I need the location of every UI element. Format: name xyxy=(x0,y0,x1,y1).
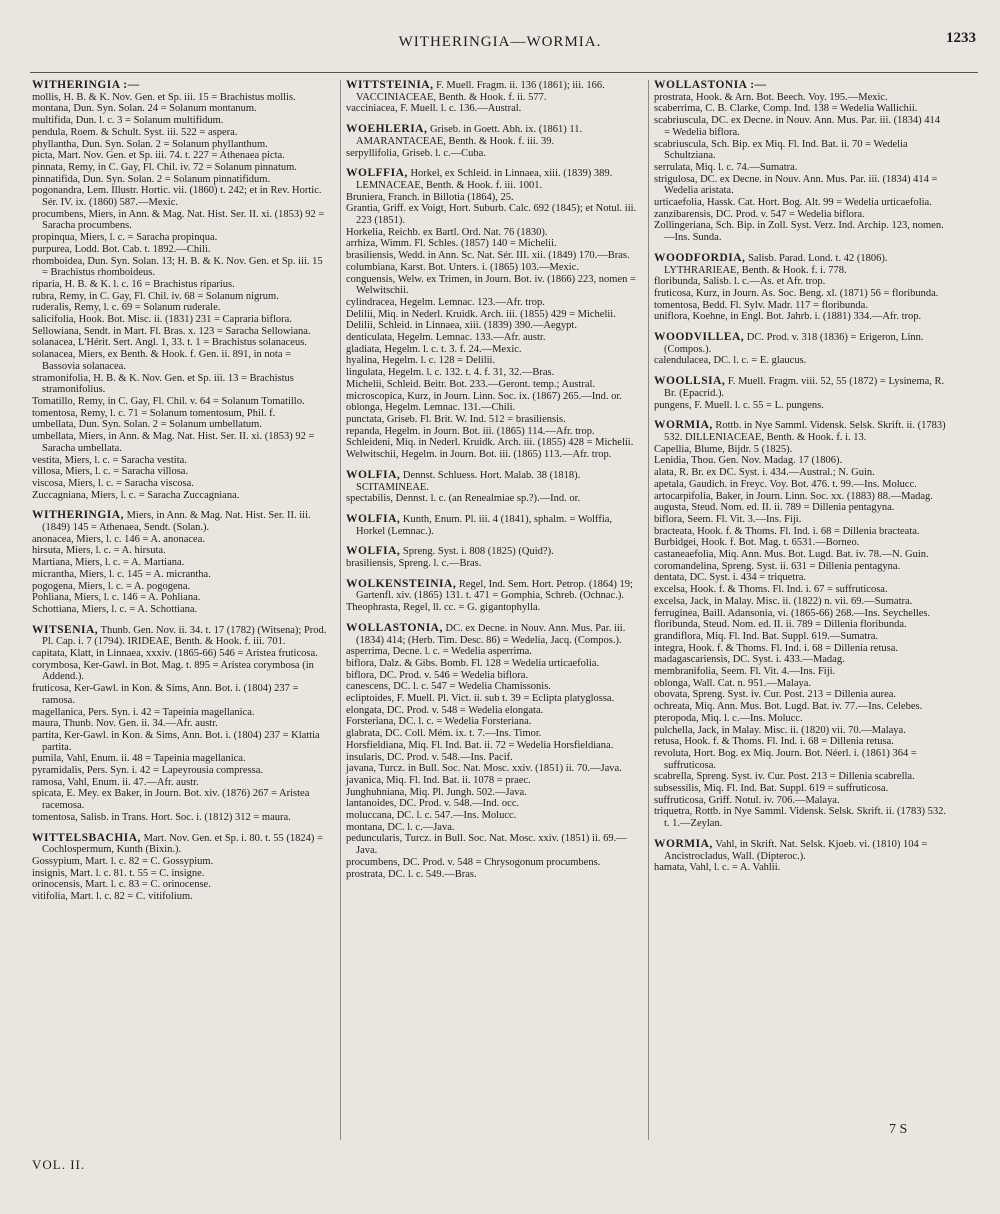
page-number: 1233 xyxy=(946,30,976,46)
species-entry: procumbens, DC. Prod. v. 548 = Chrysogonum procumbens. xyxy=(346,856,601,868)
genus-citation: F. Muell. Fragm. ii. 136 (1861); iii. 166. VACCINIACEAE, Benth. & Hook. f. ii. 577. xyxy=(356,80,605,103)
species-entry: pogogena, Miers, l. c. = A. pogogena. xyxy=(32,580,191,592)
species-entry: microscopica, Kurz, in Journ. Linn. Soc. ix. (1867) 265.—Ind. or. xyxy=(346,390,622,402)
species-entry: insignis, Mart. l. c. 81. t. 55 = C. insigne. xyxy=(32,867,205,879)
species-entry: maura, Thunb. Nov. Gen. ii. 34.—Afr. austr. xyxy=(32,718,218,730)
species-entry: procumbens, Miers, in Ann. & Mag. Nat. Hist. Ser. II. xi. (1853) 92 = Saracha procumbens. xyxy=(32,208,325,232)
genus-citation: Griseb. in Goett. Abh. ix. (1861) 11. AMARANTACEAE, Benth. & Hook. f. iii. 39. xyxy=(356,124,583,147)
species-entry: dentata, DC. Syst. i. 434 = triquetra. xyxy=(654,572,807,584)
species-entry: spicata, E. Mey. ex Baker, in Journ. Bot. xiv. (1876) 267 = Aristea racemosa. xyxy=(32,788,310,812)
genus-name: WITTSTEINIA, xyxy=(346,79,434,91)
genus-name: WOLFIA, xyxy=(346,512,401,525)
genus-name: WORMIA, xyxy=(654,837,713,850)
genus-name: WITSENIA, xyxy=(32,623,99,636)
species-entry: lingulata, Hegelm. l. c. 132. t. 4. f. 31, 32.—Bras. xyxy=(346,367,555,379)
genus-entry xyxy=(654,332,947,355)
genus-name: WOLFFIA, xyxy=(346,167,408,180)
species-entry: cylindracea, Hegelm. Lemnac. 123.—Afr. trop. xyxy=(346,296,545,308)
species-entry: suffruticosa, Griff. Notul. iv. 706.—Malaya. xyxy=(654,794,840,806)
species-entry: repanda, Hegelm. in Journ. Bot. iii. (1865) 114.—Afr. trop. xyxy=(346,425,595,437)
species-entry: solanacea, Miers, ex Benth. & Hook. f. Gen. ii. 891, in nota = Bassovia solanacea. xyxy=(32,349,292,372)
genus-citation: F. Muell. Fragm. viii. 52, 55 (1872) = Lysinema, R. Br. (Epacrid.). xyxy=(664,376,945,399)
genus-entry xyxy=(654,420,947,443)
genus-citation: Kunth, Enum. Pl. iii. 4 (1841), sphalm. = Wolffia, Horkel (Lemnac.). xyxy=(356,513,613,537)
genus-name: WORMIA, xyxy=(654,419,713,432)
species-entry: asperrima, Decne. l. c. = Wedelia asperrima. xyxy=(346,646,532,658)
species-entry: pyramidalis, Pers. Syn. i. 42 = Lapeyrousia compressa. xyxy=(32,765,264,777)
species-entry: micrantha, Miers, l. c. 145 = A. micrantha. xyxy=(32,568,211,580)
species-entry: tomentosa, Bedd. Fl. Sylv. Madr. 117 = floribunda. xyxy=(654,299,868,311)
species-entry: arrhiza, Wimm. Fl. Schles. (1857) 140 = Michelii. xyxy=(346,238,557,250)
species-entry: Burbidgei, Hook. f. Bot. Mag. t. 6531.—Borneo. xyxy=(654,537,860,549)
species-entry: mollis, H. B. & K. Nov. Gen. et Sp. iii. 15 = Brachistus mollis. xyxy=(32,91,296,103)
species-entry: javana, Turcz. in Bull. Soc. Nat. Mosc. xxiv. (1851) ii. 70.—Java. xyxy=(346,763,622,775)
species-entry: alata, R. Br. ex DC. Syst. i. 434.—Austral.; N. Guin. xyxy=(654,467,875,479)
species-entry: Martiana, Miers, l. c. = A. Martiana. xyxy=(32,557,185,569)
species-entry: purpurea, Lodd. Bot. Cab. t. 1892.—Chili. xyxy=(32,243,211,255)
species-entry: gladiata, Hegelm. l. c. t. 3. f. 24.—Mexic. xyxy=(346,343,522,355)
species-entry: Horsfieldiana, Miq. Fl. Ind. Bat. ii. 72 = Wedelia Horsfieldiana. xyxy=(346,739,614,751)
species-entry: villosa, Miers, l. c. = Saracha villosa. xyxy=(32,466,189,478)
species-entry: stramonifolia, H. B. & K. Nov. Gen. et Sp. iii. 13 = Brachistus stramonifolius. xyxy=(32,372,294,396)
species-entry: fruticosa, Ker-Gawl. in Kon. & Sims, Ann. Bot. i. (1804) 237 = ramosa. xyxy=(32,683,299,706)
genus-citation: Vahl, in Skrift. Nat. Selsk. Kjoeb. vi. (1810) 104 = Ancistrocladus, Wall. (Dipteroc.). xyxy=(664,838,928,862)
species-entry: viscosa, Miers, l. c. = Saracha viscosa. xyxy=(32,477,194,489)
genus-name: WOLFIA, xyxy=(346,545,401,558)
species-entry: Tomatillo, Remy, in C. Gay, Fl. Chil. v. 64 = Solanum Tomatillo. xyxy=(32,395,305,407)
species-entry: conguensis, Welw. ex Trimen, in Journ. Bot. iv. (1866) 223, nomen = Welwitschii. xyxy=(346,273,636,297)
species-entry: artocarpifolia, Baker, in Journ. Linn. Soc. xx. (1883) 88.—Madag. xyxy=(654,490,933,502)
species-entry: ramosa, Vahl, Enum. ii. 47.—Afr. austr. xyxy=(32,776,199,788)
genus-name: WOLKENSTEINIA, xyxy=(346,577,457,590)
species-entry: Michelii, Schleid. Beitr. Bot. 233.—Geront. temp.; Austral. xyxy=(346,378,596,390)
genus-citation: Spreng. Syst. i. 808 (1825) (Quid?). xyxy=(400,546,554,558)
species-entry: Zuccagniana, Miers, l. c. = Saracha Zuccagniana. xyxy=(32,489,240,501)
species-entry: serrulata, Miq. l. c. 74.—Sumatra. xyxy=(654,161,798,173)
species-entry: canescens, DC. l. c. 547 = Wedelia Chamissonis. xyxy=(346,681,551,693)
species-entry: bracteata, Hook. f. & Thoms. Fl. Ind. i. 68 = Dillenia bracteata. xyxy=(654,525,920,537)
genus-entry xyxy=(346,124,639,147)
species-entry: brasiliensis, Spreng. l. c.—Bras. xyxy=(346,558,482,570)
genus-entry xyxy=(346,470,639,493)
species-entry: tomentosa, Salisb. in Trans. Hort. Soc. i. (1812) 312 = maura. xyxy=(32,811,291,823)
species-entry: floribunda, Steud. Nom. ed. II. ii. 789 = Dillenia floribunda. xyxy=(654,619,907,631)
species-entry: apetala, Gaudich. in Freyc. Voy. Bot. 476. t. 99.—Ins. Molucc. xyxy=(654,478,917,490)
species-entry: corymbosa, Ker-Gawl. in Bot. Mag. t. 895 = Aristea corymbosa (in Addend.). xyxy=(32,659,314,683)
genus-citation: DC. Prod. v. 318 (1836) = Erigeron, Linn. (Compos.). xyxy=(664,332,924,355)
species-entry: Bruniera, Franch. in Billotia (1864), 25. xyxy=(346,191,514,203)
species-entry: madagascariensis, DC. Syst. i. 433.—Madag. xyxy=(654,654,845,666)
species-entry: Delilii, Schleid. in Linnaea, xiii. (1839) 390.—Aegypt. xyxy=(346,320,577,332)
species-entry: umbellata, Dun. Syn. Solan. 2 = Solanum umbellatum. xyxy=(32,419,262,431)
volume-label: VOL. II. xyxy=(32,1157,86,1172)
genus-entry xyxy=(32,80,330,92)
species-entry: Zollingeriana, Sch. Bip. in Zoll. Syst. Verz. Ind. Archip. 123, nomen.—Ins. Sunda. xyxy=(654,220,944,244)
species-entry: ferruginea, Baill. Adansonia, vi. (1865-66) 268.—Ins. Seychelles. xyxy=(654,607,931,619)
species-entry: hyalina, Hegelm. l. c. 128 = Delilii. xyxy=(346,355,496,367)
species-entry: Grantia, Griff. ex Voigt, Hort. Suburb. Calc. 692 (1845); et Notul. iii. 223 (1851). xyxy=(346,203,637,227)
running-head: WITHERINGIA—WORMIA. xyxy=(398,34,602,50)
species-entry: serpyllifolia, Griseb. l. c.—Cuba. xyxy=(346,147,486,159)
species-entry: subsessilis, Miq. Fl. Ind. Bat. Suppl. 619 = suffruticosa. xyxy=(654,783,889,795)
genus-entry xyxy=(654,376,947,399)
species-entry: Pohliana, Miers, l. c. 146 = A. Pohliana. xyxy=(32,592,201,604)
species-entry: pinnata, Remy, in C. Gay, Fl. Chil. iv. 72 = Solanum pinnatum. xyxy=(32,161,297,173)
species-entry: biflora, Dalz. & Gibs. Bomb. Fl. 128 = Wedelia urticaefolia. xyxy=(346,657,600,669)
species-entry: spectabilis, Dennst. l. c. (an Renealmiae sp.?).—Ind. or. xyxy=(346,493,581,505)
species-entry: Forsteriana, DC. l. c. = Wedelia Forsteriana. xyxy=(346,716,532,728)
species-entry: zanzibarensis, DC. Prod. v. 547 = Wedelia biflora. xyxy=(654,208,865,220)
species-entry: membranifolia, Seem. Fl. Vit. 4.—Ins. Fiji. xyxy=(654,666,836,678)
species-entry: vacciniacea, F. Muell. l. c. 136.—Austral. xyxy=(346,103,522,115)
species-entry: Horkelia, Reichb. ex Bartl. Ord. Nat. 76 (1830). xyxy=(346,226,548,238)
genus-citation: Horkel, ex Schleid. in Linnaea, xiii. (1839) 389. LEMNACEAE, Benth. & Hook. f. iii. 1001. xyxy=(356,168,613,191)
species-entry: propinqua, Miers, l. c. = Saracha propinqua. xyxy=(32,232,218,244)
species-entry: insularis, DC. Prod. v. 548.—Ins. Pacif. xyxy=(346,751,513,763)
genus-citation: Salisb. Parad. Lond. t. 42 (1806). LYTHRARIEAE, Benth. & Hook. f. i. 778. xyxy=(664,252,888,276)
genus-name: WOLFIA, xyxy=(346,468,401,481)
genus-name: WITTELSBACHIA, xyxy=(32,831,141,844)
species-entry: revoluta, Hort. Bog. ex Miq. Journ. Bot. Néerl. i. (1861) 364 = suffruticosa. xyxy=(654,747,917,771)
genus-name: WOODVILLEA, xyxy=(654,331,745,344)
species-entry: lantanoides, DC. Prod. v. 548.—Ind. occ. xyxy=(346,798,520,810)
column-1 xyxy=(32,80,330,903)
species-entry: denticulata, Hegelm. Lemnac. 133.—Afr. austr. xyxy=(346,332,546,344)
species-entry: peduncularis, Turcz. in Bull. Soc. Nat. Mosc. xxiv. (1851) ii. 69.—Java. xyxy=(346,833,627,857)
genus-entry xyxy=(654,253,947,276)
species-entry: scabrella, Spreng. Syst. iv. Cur. Post. 213 = Dillenia scabrella. xyxy=(654,771,915,783)
species-entry: castaneaefolia, Miq. Ann. Mus. Bot. Lugd. Bat. iv. 78.—N. Guin. xyxy=(654,549,929,561)
genus-citation: DC. ex Decne. in Nouv. Ann. Mus. Par. iii. (1834) 414; (Herb. Tim. Desc. 86) = Wedelia, Jacq. (Compos.). xyxy=(356,622,626,646)
species-entry: vestita, Miers, l. c. = Saracha vestita. xyxy=(32,454,187,466)
genus-entry xyxy=(654,839,947,862)
genus-citation: Rottb. in Nye Samml. Vidensk. Selsk. Skrift. ii. (1783) 532. DILLENIACEAE, Benth. & Hook. f. i. 13. xyxy=(664,420,946,443)
genus-entry xyxy=(346,80,639,103)
genus-entry xyxy=(32,510,330,533)
species-entry: Theophrasta, Regel, ll. cc. = G. gigantophylla. xyxy=(346,602,541,614)
species-entry: magellanica, Pers. Syn. i. 42 = Tapeinia magellanica. xyxy=(32,706,255,718)
species-entry: Schleideni, Miq. in Nederl. Kruidk. Arch. iii. (1855) 428 = Michelii. xyxy=(346,437,634,449)
species-entry: calendulacea, DC. l. c. = E. glaucus. xyxy=(654,355,807,367)
species-entry: pteropoda, Miq. l. c.—Ins. Molucc. xyxy=(654,712,803,724)
species-entry: augusta, Steud. Nom. ed. II. ii. 789 = Dillenia pentagyna. xyxy=(654,502,895,514)
species-entry: Lenidia, Thou. Gen. Nov. Madag. 17 (1806). xyxy=(654,455,843,467)
species-entry: columbiana, Karst. Bot. Unters. i. (1865) 103.—Mexic. xyxy=(346,261,579,273)
column-2 xyxy=(340,80,639,1140)
species-entry: punctata, Griseb. Fl. Brit. W. Ind. 512 = brasiliensis. xyxy=(346,413,566,425)
species-entry: pendula, Roem. & Schult. Syst. iii. 522 = aspera. xyxy=(32,126,238,138)
species-entry: Junghuhniana, Miq. Pl. Jungh. 502.—Java. xyxy=(346,786,527,798)
species-entry: riparia, H. B. & K. l. c. 16 = Brachistus riparius. xyxy=(32,278,235,290)
genus-citation: Mart. Nov. Gen. et Sp. i. 80. t. 55 (1824) = Cochlospermum, Kunth (Bixin.). xyxy=(42,832,323,856)
species-entry: orinocensis, Mart. l. c. 83 = C. orinocense. xyxy=(32,879,211,891)
genus-entry xyxy=(346,623,639,646)
header-rule xyxy=(30,72,978,73)
species-entry: prostrata, Hook. & Arn. Bot. Beech. Voy. 195.—Mexic. xyxy=(654,91,888,103)
species-entry: salicifolia, Hook. Bot. Misc. ii. (1831) 231 = Capraria biflora. xyxy=(32,314,292,326)
species-entry: oblonga, Hegelm. Lemnac. 131.—Chili. xyxy=(346,402,516,414)
species-entry: rhomboidea, Dun. Syn. Solan. 13; H. B. & K. Nov. Gen. et Sp. iii. 15 = Brachistus rhomboideus. xyxy=(32,255,323,279)
species-entry: urticaefolia, Hassk. Cat. Hort. Bog. Alt. 99 = Wedelia urticaefolia. xyxy=(654,197,932,209)
species-entry: pulchella, Jack, in Malay. Misc. ii. (1820) vii. 70.—Malaya. xyxy=(654,724,906,736)
species-entry: umbellata, Miers, in Ann. & Mag. Nat. Hist. Ser. II. xi. (1853) 92 = Saracha umbellata. xyxy=(32,431,315,454)
species-entry: tomentosa, Remy, l. c. 71 = Solanum tomentosum, Phil. f. xyxy=(32,407,276,419)
species-entry: prostrata, DC. l. c. 549.—Bras. xyxy=(346,868,477,880)
species-entry: retusa, Hook. f. & Thoms. Fl. Ind. i. 68 = Dillenia retusa. xyxy=(654,736,894,748)
genus-citation: Regel, Ind. Sem. Hort. Petrop. (1864) 19; Gartenfl. xiv. (1865) 131. t. 471 = Gomphia, Schreb. (Ochnac.). xyxy=(356,578,633,602)
genus-entry xyxy=(346,579,639,602)
genus-entry xyxy=(654,80,947,92)
species-entry: Sellowiana, Sendt. in Mart. Fl. Bras. x. 123 = Saracha Sellowiana. xyxy=(32,325,311,337)
species-entry: uniflora, Koehne, in Engl. Bot. Jahrb. i. (1881) 334.—Afr. trop. xyxy=(654,311,922,323)
species-entry: Capellia, Blume, Bijdr. 5 (1825). xyxy=(654,443,793,455)
species-entry: javanica, Miq. Fl. Ind. Bat. ii. 1078 = praec. xyxy=(346,774,531,786)
species-entry: pinnatifida, Dun. Syn. Solan. 2 = Solanum pinnatifidum. xyxy=(32,173,271,185)
species-entry: scabriuscula, DC. ex Decne. in Nouv. Ann. Mus. Par. iii. (1834) 414 = Wedelia biflora. xyxy=(654,115,940,138)
species-entry: scabriuscula, Sch. Bip. ex Miq. Fl. Ind. Bat. ii. 70 = Wedelia Schultziana. xyxy=(654,138,908,162)
genus-entry xyxy=(32,833,330,856)
genus-name: WOLLASTONIA, xyxy=(346,621,443,634)
genus-name: WITHERINGIA, xyxy=(32,509,124,522)
species-entry: partita, Ker-Gawl. in Kon. & Sims, Ann. Bot. i. (1804) 237 = Klattia partita. xyxy=(32,729,320,753)
species-entry: ochreata, Miq. Ann. Mus. Bot. Lugd. Bat. iv. 77.—Ins. Celebes. xyxy=(654,701,923,713)
species-entry: triquetra, Rottb. in Nye Samml. Vidensk. Selsk. Skrift. ii. (1783) 532. t. 1.—Zeylan. xyxy=(654,806,946,830)
species-entry: glabrata, DC. Coll. Mém. ix. t. 7.—Ins. Timor. xyxy=(346,728,542,740)
species-entry: picta, Mart. Nov. Gen. et Sp. iii. 74. t. 227 = Athenaea picta. xyxy=(32,150,285,162)
species-entry: Schottiana, Miers, l. c. = A. Schottiana. xyxy=(32,603,198,615)
species-entry: fruticosa, Kurz, in Journ. As. Soc. Beng. xl. (1871) 56 = floribunda. xyxy=(654,287,939,299)
genus-entry xyxy=(32,625,330,648)
species-entry: montana, DC. l. c.—Java. xyxy=(346,821,455,833)
species-entry: integra, Hook. f. & Thoms. Fl. Ind. i. 68 = Dillenia retusa. xyxy=(654,642,898,654)
species-entry: hamata, Vahl, l. c. = A. Vahlii. xyxy=(654,862,781,874)
species-entry: pumila, Vahl, Enum. ii. 48 = Tapeinia magellanica. xyxy=(32,753,246,765)
species-entry: capitata, Klatt, in Linnaea, xxxiv. (1865-66) 546 = Aristea fruticosa. xyxy=(32,648,318,660)
species-entry: anonacea, Miers, l. c. 146 = A. anonacea. xyxy=(32,533,205,545)
species-entry: grandiflora, Miq. Fl. Ind. Bat. Suppl. 619.—Sumatra. xyxy=(654,630,878,642)
genus-entry xyxy=(346,514,639,537)
genus-name: WOLLASTONIA :— xyxy=(654,79,767,91)
genus-name: WOODFORDIA, xyxy=(654,251,746,264)
species-entry: rubra, Remy, in C. Gay, Fl. Chil. iv. 68 = Solanum nigrum. xyxy=(32,290,279,302)
species-entry: moluccana, DC. l. c. 547.—Ins. Molucc. xyxy=(346,810,517,822)
species-entry: oblonga, Wall. Cat. n. 951.—Malaya. xyxy=(654,677,812,689)
species-entry: Welwitschii, Hegelm. in Journ. Bot. iii. (1865) 113.—Afr. trop. xyxy=(346,449,612,461)
species-entry: floribunda, Salisb. l. c.—As. et Afr. trop. xyxy=(654,276,826,288)
species-entry: pungens, F. Muell. l. c. 55 = L. pungens. xyxy=(654,399,824,411)
species-entry: coromandelina, Spreng. Syst. ii. 631 = Dillenia pentagyna. xyxy=(654,560,901,572)
genus-name: WITHERINGIA :— xyxy=(32,79,140,91)
genus-citation: Miers, in Ann. & Mag. Nat. Hist. Ser. II. iii. (1849) 145 = Athenaea, Sendt. (Solan.). xyxy=(42,510,311,534)
genus-name: WOOLLSIA, xyxy=(654,375,726,388)
genus-entry xyxy=(346,168,639,191)
signature-mark: 7 S xyxy=(889,1122,908,1137)
genus-citation: Thunb. Gen. Nov. ii. 34. t. 17 (1782) (Witsena); Prod. Pl. Cap. i. 7 (1794). IRIDEAE, Benth. & Hook. f. iii. 701. xyxy=(42,624,327,648)
genus-entry xyxy=(346,546,639,558)
species-entry: excelsa, Jack, in Malay. Misc. ii. (1822) n. vii. 69.—Sumatra. xyxy=(654,595,913,607)
genus-citation: Dennst. Schluess. Hort. Malab. 38 (1818). SCITAMINEAE. xyxy=(356,469,581,493)
species-entry: biflora, Seem. Fl. Vit. 3.—Ins. Fiji. xyxy=(654,513,802,525)
species-entry: montana, Dun. Syn. Solan. 24 = Solanum montanum. xyxy=(32,103,257,115)
species-entry: phyllantha, Dun. Syn. Solan. 2 = Solanum phyllanthum. xyxy=(32,138,268,150)
species-entry: excelsa, Hook. f. & Thoms. Fl. Ind. i. 67 = suffruticosa. xyxy=(654,584,888,596)
species-entry: Gossypium, Mart. l. c. 82 = C. Gossypium. xyxy=(32,856,214,867)
species-entry: ecliptoides, F. Muell. Pl. Vict. ii. sub t. 39 = Eclipta platyglossa. xyxy=(346,693,615,705)
species-entry: biflora, DC. Prod. v. 546 = Wedelia biflora. xyxy=(346,669,529,681)
species-entry: obovata, Spreng. Syst. iv. Cur. Post. 213 = Dillenia aurea. xyxy=(654,689,897,701)
species-entry: multifida, Dun. l. c. 3 = Solanum multifidum. xyxy=(32,115,224,127)
species-entry: hirsuta, Miers, l. c. = A. hirsuta. xyxy=(32,545,166,557)
species-entry: pogonandra, Lem. Illustr. Hortic. vii. (1860) t. 242; et in Rev. Hortic. Sér. IV. ix. (1860) 587.—Mexic. xyxy=(32,185,322,209)
species-entry: solanacea, L'Hérit. Sert. Angl. 1, 33. t. 1 = Brachistus solanaceus. xyxy=(32,337,307,349)
species-entry: ruderalis, Remy, l. c. 69 = Solanum ruderale. xyxy=(32,302,221,314)
species-entry: brasiliensis, Wedd. in Ann. Sc. Nat. Sér. III. xii. (1849) 170.—Bras. xyxy=(346,250,630,262)
species-entry: elongata, DC. Prod. v. 548 = Wedelia elongata. xyxy=(346,704,544,716)
species-entry: vitifolia, Mart. l. c. 82 = C. vitifolium. xyxy=(32,891,193,903)
species-entry: Delilii, Miq. in Nederl. Kruidk. Arch. iii. (1855) 429 = Michelii. xyxy=(346,308,616,320)
species-entry: strigulosa, DC. ex Decne. in Nouv. Ann. Mus. Par. iii. (1834) 414 = Wedelia aristata. xyxy=(654,173,938,197)
species-entry: scaberrima, C. B. Clarke, Comp. Ind. 138 = Wedelia Wallichii. xyxy=(654,103,918,115)
genus-name: WOEHLERIA, xyxy=(346,123,428,136)
column-3 xyxy=(648,80,947,1140)
